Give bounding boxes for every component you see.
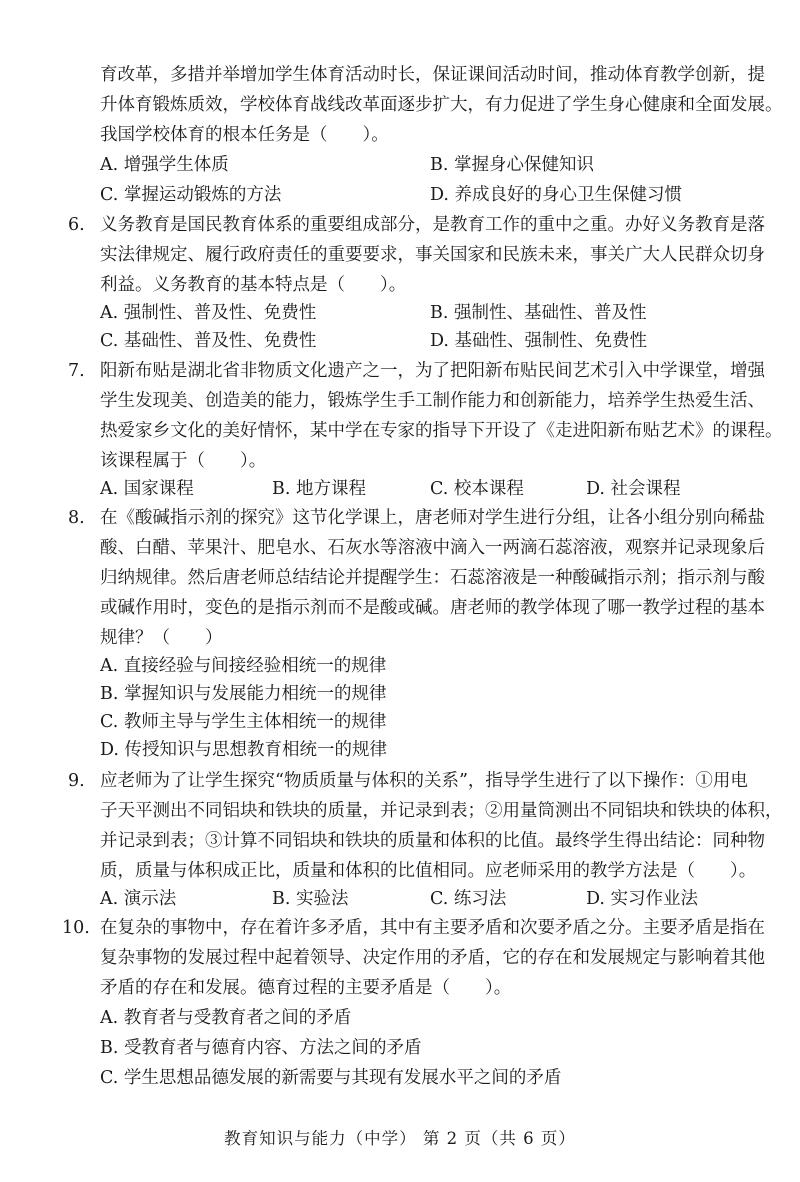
option-a[interactable]: A. 教育者与受教育者之间的矛盾 (100, 1008, 352, 1028)
option-b[interactable]: B. 地方课程 (272, 479, 366, 499)
question-number: 7. (68, 361, 85, 381)
option-a[interactable]: A. 强制性、普及性、免费性 (100, 303, 317, 323)
option-c[interactable]: C. 教师主导与学生主体相统一的规律 (100, 712, 387, 732)
option-d[interactable]: D. 养成良好的身心卫生保健习惯 (430, 185, 683, 205)
exam-page: 育改革，多措并举增加学生体育活动时长，保证课间活动时间，推动体育教学创新，提 升体育锻炼质效，学校体育战线改革面逐步扩大，有力促进了学生身心健康和全面发展。 我国学校体育的根本任务是（ ）。 A. 增强学生体质 B. 掌握身心保健知识 C. 掌握运动锻炼的方法 D. 养成良好的身心卫生保健习惯 6. 义务教育是国民教育体系的重要组成部分，是教育工作的重中之重。办好义务教育是落 实法律规定、履行政府责任的重要要求，事关国家和民族未来，事关广大人民群众切身 利益。义务教育的基本特点是（ ）。 A. 强制性、普及性、免费性 B. 强制性、基础性、普及性 C. 基础性、普及性、免费性 D. 基础性、强制性、免费性 7. 阳新布贴是湖北省非物质文化遗产之一，为了把阳新布贴民间艺术引入中学课堂，增强 学生发现美、创造美的能力，锻炼学生手工制作能力和创新能力，培养学生热爱生活、 热爱家乡文化的美好情怀，某中学在专家的指导下开设了《走进阳新布贴艺术》的课程。 该课程属于（ ）。 A. 国家课程 B. 地方课程 C. 校本课程 D. 社会课程 8. 在《酸碱指示剂的探究》这节化学课上，唐老师对学生进行分组，让各小组分别向稀盐 酸、白醋、苹果汁、肥皂水、石灰水等溶液中滴入一两滴石蕊溶液，观察并记录现象后 归纳规律。然后唐老师总结结论并提醒学生：石蕊溶液是一种酸碱指示剂；指示剂与酸 或碱作用时，变色的是指示剂而不是酸或碱。唐老师的教学体现了哪一教学过程的基本 规律？（ ） A. 直接经验与间接经验相统一的规律 B. 掌握知识与发展能力相统一的规律 C. 教师主导与学生主体相统一的规律 D. 传授知识与思想教育相统一的规律 9. 应老师为了让学生探究“物质质量与体积的关系”，指导学生进行了以下操作：①用电 子天平测出不同铝块和铁块的质量，并记录到表；②用量筒测出不同铝块和铁块的体积， 并记录到表；③计算不同铝块和铁块的质量和体积的比值。最终学生得出结论：同种物 质，质量与体积成正比，质量和体积的比值相同。应老师采用的教学方法是（ ）。 A. 演示法 B. 实验法 C. 练习法 D. 实习作业法 10. 在复杂的事物中，存在着许多矛盾，其中有主要矛盾和次要矛盾之分。主要矛盾是指在 复杂事物的发展过程中起着领导、决定作用的矛盾，它的存在和发展规定与影响着其他 矛盾的存在和发展。德育过程的主要矛盾是（ ）。 A. 教育者与受教育者之间的矛盾 B. 受教育者与德育内容、方法之间的矛盾 C. 学生思想品德发展的新需要与其现有发展水平之间的矛盾 教育知识与能力（中学） 第 2 页（共 6 页） (0, 0, 800, 1182)
option-a[interactable]: A. 增强学生体质 (100, 155, 229, 175)
option-b[interactable]: B. 受教育者与德育内容、方法之间的矛盾 (100, 1038, 422, 1058)
option-d[interactable]: D. 实习作业法 (586, 889, 699, 909)
option-c[interactable]: C. 练习法 (430, 889, 507, 909)
option-a[interactable]: A. 演示法 (100, 889, 177, 909)
option-d[interactable]: D. 基础性、强制性、免费性 (430, 331, 648, 351)
option-b[interactable]: B. 掌握身心保健知识 (430, 155, 594, 175)
question-number: 6. (68, 215, 85, 235)
option-c[interactable]: C. 掌握运动锻炼的方法 (100, 185, 282, 205)
option-c[interactable]: C. 校本课程 (430, 479, 524, 499)
option-b[interactable]: B. 强制性、基础性、普及性 (430, 303, 647, 323)
question-number: 8. (68, 508, 85, 528)
option-d[interactable]: D. 传授知识与思想教育相统一的规律 (100, 740, 388, 760)
option-c[interactable]: C. 基础性、普及性、免费性 (100, 331, 317, 351)
option-d[interactable]: D. 社会课程 (586, 479, 681, 499)
question-number: 10. (62, 918, 90, 938)
page-footer: 教育知识与能力（中学） 第 2 页（共 6 页） (224, 1129, 576, 1148)
option-b[interactable]: B. 实验法 (272, 889, 349, 909)
question-number: 9. (68, 771, 85, 791)
option-a[interactable]: A. 国家课程 (100, 479, 194, 499)
option-a[interactable]: A. 直接经验与间接经验相统一的规律 (100, 656, 387, 676)
option-b[interactable]: B. 掌握知识与发展能力相统一的规律 (100, 684, 387, 704)
option-c[interactable]: C. 学生思想品德发展的新需要与其现有发展水平之间的矛盾 (100, 1068, 562, 1088)
